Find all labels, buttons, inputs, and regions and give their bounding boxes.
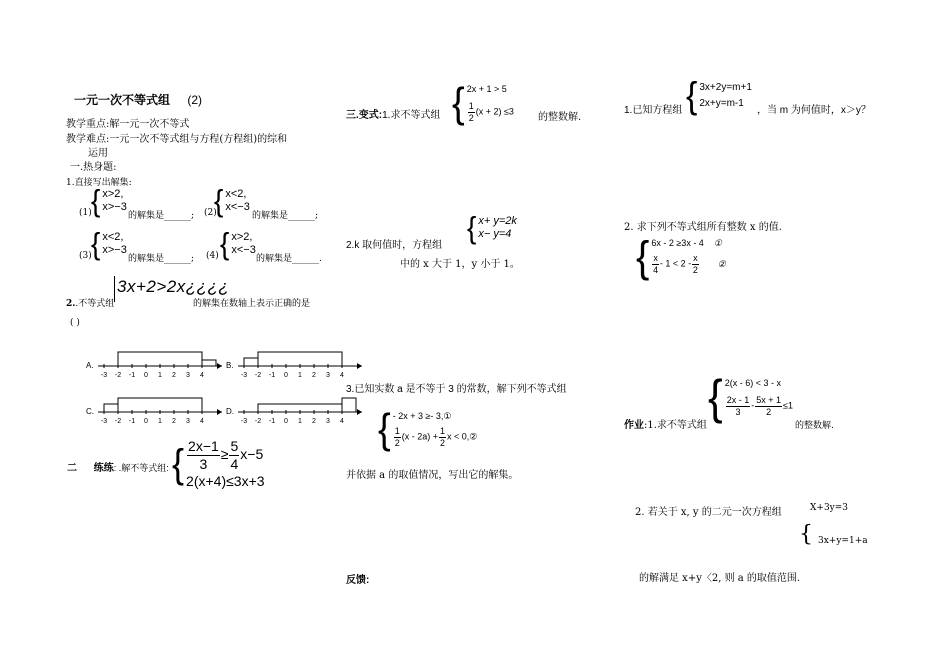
arrow-icon xyxy=(357,409,362,415)
frac-num: 1 xyxy=(394,426,400,437)
col3-q3-tail: 的解满足 x+y〈2, 则 a 的取值范围. xyxy=(639,573,801,584)
section-2 xyxy=(67,459,169,474)
brace-icon: { xyxy=(452,80,465,127)
brace-icon: { xyxy=(172,440,185,486)
q2-brace-line xyxy=(114,276,115,302)
tick-label: -3 xyxy=(100,372,108,379)
col3-q1-line1: 3x+2y=m+1 xyxy=(699,82,752,93)
teaching-difficulty-cont: 运用 xyxy=(88,148,108,159)
teaching-focus: 教学重点:解一元一次不等式 xyxy=(66,119,190,130)
problem-2-system xyxy=(214,183,250,218)
title-number: (2) xyxy=(187,93,203,107)
teaching-difficulty: 教学难点:一元一次不等式组与方程(方程组)的综和 xyxy=(66,134,288,145)
variant-q1-line2-tail: (x + 2) ≤3 xyxy=(475,106,514,117)
homework-label: 作业 xyxy=(624,420,644,431)
tick-label: -1 xyxy=(268,372,276,379)
practice-ineq-1 xyxy=(186,438,265,473)
problem-2-label: (2) xyxy=(204,208,217,218)
title-text: 一元一次不等式组 xyxy=(74,93,171,107)
tick-label: 3 xyxy=(326,418,330,425)
problem-1-system xyxy=(91,183,127,218)
solution-range xyxy=(342,398,356,412)
variant-q3-mid: (x - 2a) + xyxy=(401,431,438,442)
practice-text: : .解不等式组: xyxy=(113,463,169,473)
homework-minus: - xyxy=(751,400,755,411)
homework-line2 xyxy=(725,395,793,418)
ineq1-sign: ≥ xyxy=(220,446,229,462)
tick-label: -3 xyxy=(240,372,248,379)
ineq1-num2: 5 xyxy=(230,438,239,454)
frac-den: 4 xyxy=(653,264,659,275)
variant-q1-tail: 的整数解. xyxy=(538,112,582,123)
frac-num: 1 xyxy=(468,100,474,111)
tick-label: -1 xyxy=(268,418,276,425)
variant-q2-line2: x− y=4 xyxy=(478,228,512,240)
p4-line2: x<−3 xyxy=(231,244,256,256)
tick-label: -2 xyxy=(254,418,262,425)
q2-number: 2. xyxy=(66,299,76,309)
problem-4-answer: 的解集是______. xyxy=(256,254,322,264)
q2-label: .不等式组 xyxy=(75,299,115,309)
problem-4-system xyxy=(220,226,256,261)
col3-q1-system xyxy=(686,75,752,117)
col3-q1-tail: ，当 m 为何值时，x＞y？ xyxy=(757,105,871,116)
homework-tail-sign: ≤1 xyxy=(783,400,793,411)
number-line-d[interactable] xyxy=(226,398,362,425)
brace-icon: { xyxy=(467,210,477,245)
tick-label: 3 xyxy=(326,372,330,379)
ineq1-tail: x−5 xyxy=(240,446,264,462)
variant-q3: 3.已知实数 a 是不等于 3 的常数，解下列不等式组 xyxy=(346,384,567,395)
variant-q1-line2 xyxy=(467,101,514,124)
brace-icon: { xyxy=(636,232,650,282)
p3-line1: x<2, xyxy=(102,230,124,243)
p1-line1: x>2, xyxy=(102,187,124,200)
col3-q2-line2 xyxy=(651,253,725,276)
problem-1-label: (1) xyxy=(79,208,92,218)
homework-system xyxy=(708,370,793,425)
number-line-options xyxy=(82,336,342,431)
col3-q3-line2: 3x+y=1+a xyxy=(818,536,868,546)
frac-num: x xyxy=(653,253,658,264)
col3-q3-line1: X+3y=3 xyxy=(810,503,849,513)
variant-q3-tail-part: x < 0,② xyxy=(447,431,478,442)
option-label: B. xyxy=(226,361,234,370)
brace-icon: { xyxy=(91,183,101,218)
q2-garble-text: 3x+2>2x¿¿¿¿ xyxy=(117,277,230,296)
solution-range xyxy=(258,352,342,366)
variant-q3-line1: - 2x + 3 ≥- 3,① xyxy=(392,411,452,422)
tick-label: 0 xyxy=(284,372,288,379)
p3-line2: x>−3 xyxy=(102,244,127,256)
q2-garbled-system xyxy=(117,277,229,297)
frac-den: 2 xyxy=(766,406,772,417)
col3-q2-line1 xyxy=(651,238,725,249)
homework-line1: 2(x - 6) < 3 - x xyxy=(724,378,781,389)
tick-label: 0 xyxy=(144,418,148,425)
problem-4-label: (4) xyxy=(206,251,219,261)
solution-range xyxy=(118,352,202,366)
p2-line2: x<−3 xyxy=(225,201,250,213)
option-label: D. xyxy=(226,407,234,416)
tick-label: 4 xyxy=(200,418,204,425)
problem-3-label: (3) xyxy=(79,251,92,261)
tick-label: 2 xyxy=(172,372,176,379)
tick-label: -3 xyxy=(100,418,108,425)
solution-range xyxy=(244,358,258,366)
problem-3-answer: 的解集是______; xyxy=(128,254,195,264)
variant-q1-line1: 2x + 1 > 5 xyxy=(466,84,507,94)
col3-q2-mid: - 1 < 2 - xyxy=(659,258,692,269)
col3-q3: 2. 若关于 x, y 的二元一次方程组 xyxy=(635,507,782,518)
variant-label: 三.变式: xyxy=(346,110,383,121)
variant-q1-system xyxy=(452,80,514,127)
question-2 xyxy=(66,296,114,309)
problem-2-answer: 的解集是______; xyxy=(252,211,319,221)
solution-range xyxy=(104,404,118,412)
variant-q3-system xyxy=(378,406,478,454)
tick-label: 1 xyxy=(298,372,302,379)
variant-q2: 2.k 取何值时，方程组 xyxy=(346,240,443,251)
tick-label: 1 xyxy=(158,372,162,379)
tick-label: -2 xyxy=(114,418,122,425)
col3-q2: 2. 求下列不等式组所有整数 x 的值. xyxy=(624,222,782,233)
frac-den: 2 xyxy=(439,437,445,448)
page-title xyxy=(74,91,202,108)
frac-num: 1 xyxy=(439,426,445,437)
tick-label: 0 xyxy=(284,418,288,425)
practice-system xyxy=(172,438,265,489)
brace-icon: { xyxy=(799,522,813,547)
variant-q3-line2 xyxy=(393,426,478,449)
q2-text: 的解集在数轴上表示正确的是 xyxy=(193,299,311,309)
problem-3-system xyxy=(91,226,127,261)
ineq1-den: 3 xyxy=(199,455,208,472)
practice-ineq-2: 2(x+4)≤3x+3 xyxy=(186,472,265,489)
frac-den: 2 xyxy=(468,112,474,123)
tick-label: 4 xyxy=(340,418,344,425)
tick-label: -2 xyxy=(114,372,122,379)
tick-label: 4 xyxy=(200,372,204,379)
frac-num: x xyxy=(693,253,698,264)
brace-icon: { xyxy=(378,406,391,454)
col3-q1-line2: 2x+y=m-1 xyxy=(699,98,744,109)
tick-label: 0 xyxy=(144,372,148,379)
variant-q2-line1: x+ y=2k xyxy=(478,214,517,227)
tick-label: 3 xyxy=(186,372,190,379)
variant-q2-system xyxy=(467,210,517,245)
tick-label: 1 xyxy=(298,418,302,425)
col3-q1: 1.已知方程组 xyxy=(624,105,683,116)
frac-num: 5x + 1 xyxy=(756,395,781,406)
tick-label: 3 xyxy=(186,418,190,425)
arrow-icon xyxy=(357,363,362,369)
solution-range xyxy=(202,360,216,366)
number-line-a[interactable] xyxy=(86,352,222,379)
col3-q2-system xyxy=(636,232,726,282)
homework xyxy=(624,416,707,431)
col3-q2-l1-text: 6x - 2 ≥3x - 4 xyxy=(651,238,704,249)
variant-q1-text: 1.求不等式组 xyxy=(382,110,441,121)
tick-label: -1 xyxy=(128,418,136,425)
section-2-number: 二 xyxy=(67,463,77,474)
brace-icon: { xyxy=(214,183,224,218)
feedback-label: 反馈: xyxy=(346,575,370,586)
option-label: C. xyxy=(86,407,94,416)
homework-tail: 的整数解. xyxy=(795,421,834,431)
practice-label: 练练 xyxy=(93,463,114,474)
tick-label: 2 xyxy=(172,418,176,425)
q2-answer-paren: ( ) xyxy=(70,318,80,328)
problem-1-answer: 的解集是______; xyxy=(128,211,195,221)
ineq1-num: 2x−1 xyxy=(188,438,219,454)
tick-label: 1 xyxy=(158,418,162,425)
p1-line2: x>−3 xyxy=(102,201,127,213)
tick-label: 2 xyxy=(312,372,316,379)
tick-label: 4 xyxy=(340,372,344,379)
tick-label: 2 xyxy=(312,418,316,425)
arrow-icon xyxy=(217,363,222,369)
brace-icon: { xyxy=(91,226,101,261)
brace-icon: { xyxy=(686,75,698,117)
brace-icon: { xyxy=(220,226,230,261)
ineq1-den2: 4 xyxy=(230,455,239,472)
p4-line1: x>2, xyxy=(231,230,253,243)
option-label: A. xyxy=(86,361,94,370)
number-line-c[interactable] xyxy=(86,398,222,425)
tick-label: -2 xyxy=(254,372,262,379)
frac-den: 2 xyxy=(692,264,698,275)
solution-range xyxy=(118,398,202,412)
homework-text: :1.求不等式组 xyxy=(644,420,707,431)
variant-q3-tail: 并依据 a 的取值情况，写出它的解集。 xyxy=(346,470,519,481)
frac-num: 2x - 1 xyxy=(726,395,750,406)
frac-den: 2 xyxy=(394,437,400,448)
number-line-b[interactable] xyxy=(226,352,362,379)
tick-label: -3 xyxy=(240,418,248,425)
circled-two-icon: ② xyxy=(717,258,726,269)
variant-q2-tail: 中的 x 大于 1，y 小于 1。 xyxy=(400,259,520,270)
variant-q1 xyxy=(346,106,440,121)
circled-one-icon: ① xyxy=(713,238,722,249)
p2-line1: x<2, xyxy=(225,187,247,200)
question-1: 1.直接写出解集: xyxy=(66,178,132,188)
tick-label: -1 xyxy=(128,372,136,379)
section-warmup: 一.热身题: xyxy=(70,162,117,173)
brace-icon: { xyxy=(708,370,723,425)
arrow-icon xyxy=(217,409,222,415)
frac-den: 3 xyxy=(735,406,741,417)
